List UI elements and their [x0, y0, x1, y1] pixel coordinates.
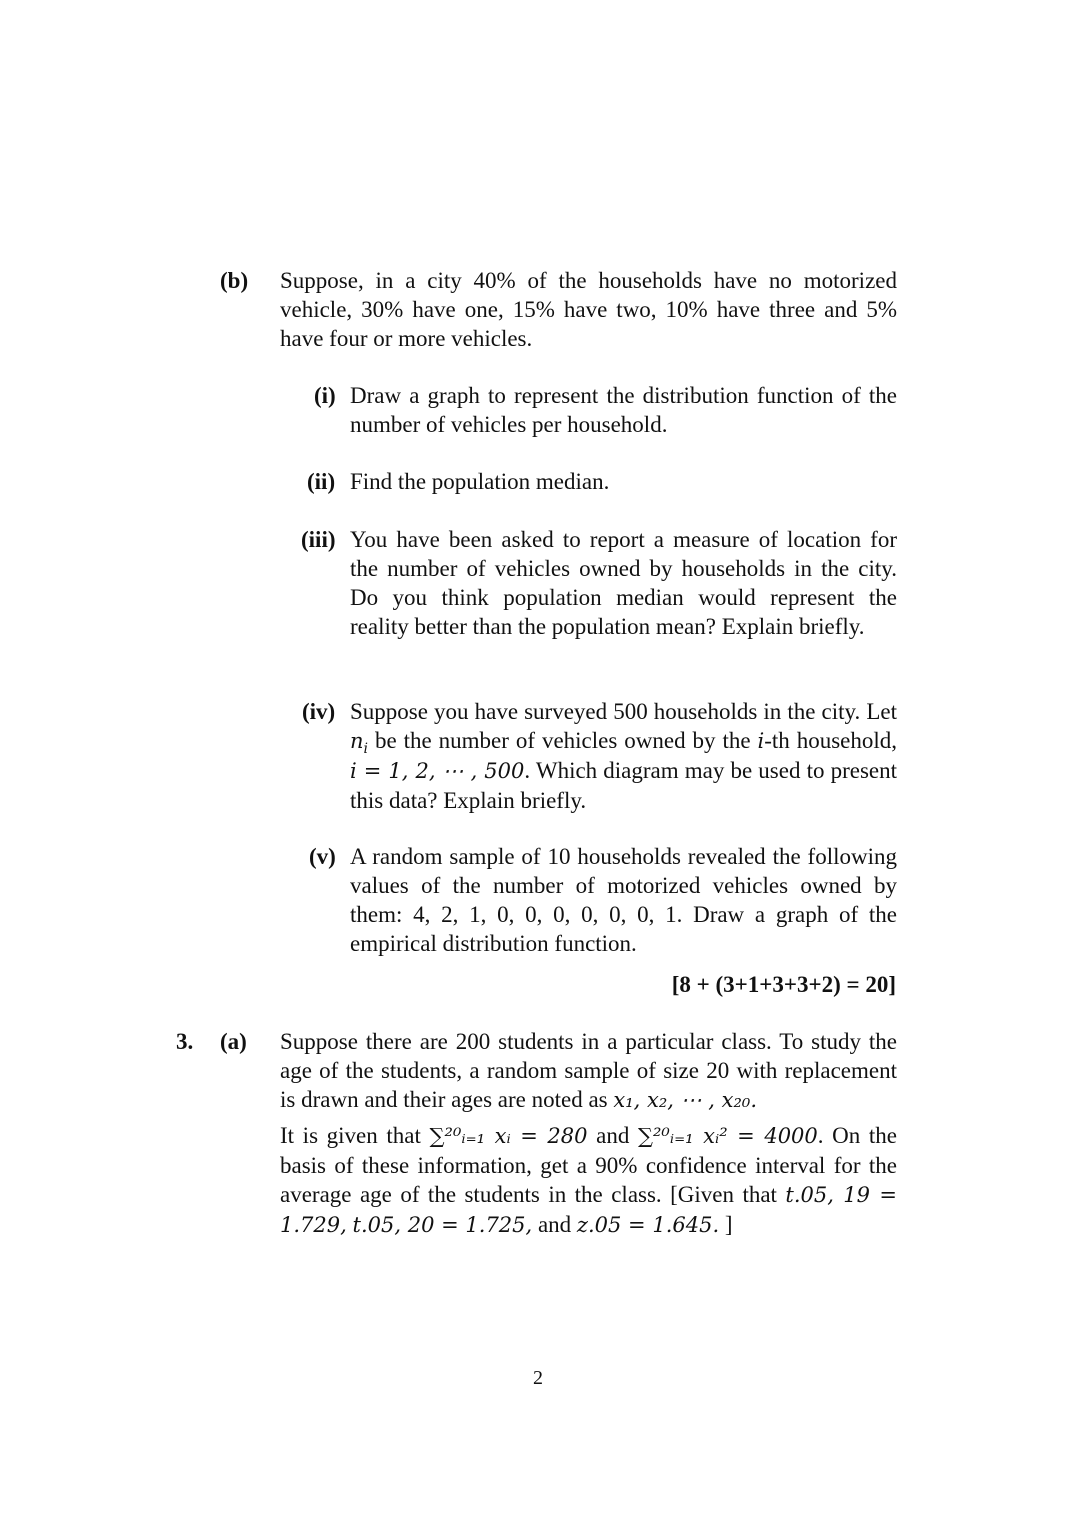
z-value: z.05 = 1.645.	[576, 1213, 720, 1237]
page-number: 2	[533, 1367, 543, 1389]
sum-of-x: ∑²⁰ᵢ₌₁ xᵢ = 280	[429, 1124, 588, 1148]
item-ii-text: Find the population median.	[350, 469, 610, 494]
part-a-label: (a)	[220, 1029, 247, 1054]
item-iv-label: (iv)	[302, 699, 336, 724]
t-value-19: t.05, 19 = 1.729,	[280, 1183, 897, 1237]
item-iii-text: You have been asked to report a measure of location for the number of vehicles owned by households in the city. Do you think population median would represent the reality better than the population mean? Explain briefly.	[350, 527, 897, 639]
part-b-label: (b)	[220, 268, 249, 293]
item-v-text: A random sample of 10 households revealed the following values of the number of motorized vehicles owned by them: 4, 2, 1, 0, 0, 0, 0, 0, 0, 1. Draw a graph of the empirical distribution function.	[350, 844, 897, 956]
item-ii-label: (ii)	[307, 469, 336, 494]
sum-of-x-squared: ∑²⁰ᵢ₌₁ xᵢ² = 4000	[638, 1124, 818, 1148]
item-iii-label: (iii)	[301, 527, 336, 552]
item-v-label: (v)	[309, 844, 336, 869]
t-value-20: t.05, 20 = 1.725,	[352, 1213, 533, 1237]
q3-paragraph-2: It is given that ∑²⁰ᵢ₌₁ xᵢ = 280 and ∑²⁰ᵢ₌₁ xᵢ² = 4000. On the basis of these information, get a 90% confidence interval for the average age of the students in the class. [Given that t.05, 19 = 1.729, t.05, 20 = 1.725, and z.05 = 1.645. ]	[280, 1123, 898, 1237]
item-i-label: (i)	[314, 383, 336, 408]
sample-variables: x₁, x₂, ⋯ , x₂₀.	[613, 1088, 757, 1112]
q3-part-a-text	[280, 1027, 897, 1240]
part-b-text	[280, 266, 897, 353]
item-iv-text: Suppose you have surveyed 500 households in the city. Let $n_i$ be the number of vehicles owned by the i-th household, i = 1, 2, ⋯ , 500. Which diagram may be used to present this data? Explain briefly.	[350, 699, 898, 813]
item-i-text: Draw a graph to represent the distribution function of the number of vehicles per household.	[350, 383, 897, 437]
q3-paragraph-1: Suppose there are 200 students in a particular class. To study the age of the students, a random sample of size 20 with replacement is drawn and their ages are noted as x₁, x₂, ⋯ , x₂₀.	[280, 1029, 897, 1112]
part-b-paragraph: Suppose, in a city 40% of the households have no motorized vehicle, 30% have one, 15% have two, 10% have three and 5% have four or more vehicles.	[280, 268, 897, 351]
question-3-number: 3.	[176, 1029, 194, 1054]
marks-allocation: [8 + (3+1+3+3+2) = 20]	[671, 972, 896, 997]
